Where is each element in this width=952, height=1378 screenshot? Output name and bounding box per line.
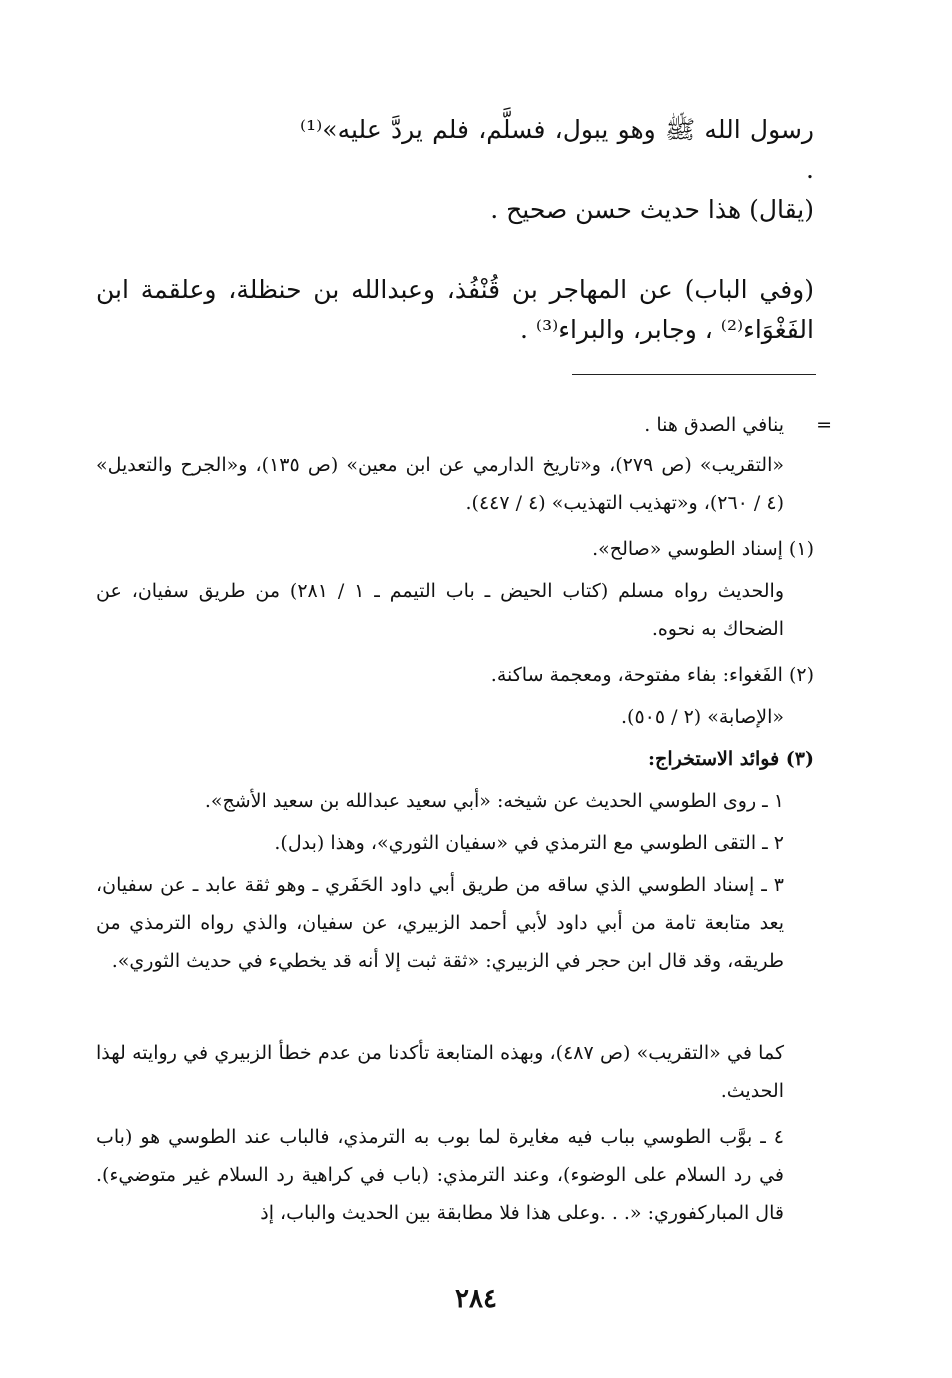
main-text-line-1: رسول الله ﷺ وهو يبول، فسلَّم، فلم يردَّ عليه»⁽¹⁾ .: [300, 115, 814, 184]
footnote-1-title: (١) إسناد الطوسي «صالح».: [592, 538, 814, 560]
footnote-3-point-3-continued: كما في «التقريب» (ص ٤٨٧)، وبهذه المتابعة تأكدنا من عدم خطأ الزبيري في روايته لهذا الحديث.: [96, 1042, 785, 1102]
continuation-mark: =: [816, 414, 832, 436]
footnote-3-title: (٣) فوائد الاستخراج:: [648, 748, 814, 770]
main-text-line-2: (يقال) هذا حديث حسن صحيح .: [490, 195, 814, 224]
footnote-3-point-2: ٢ ـ التقى الطوسي مع الترمذي في «سفيان الثوري»، وهذا (بدل).: [274, 832, 784, 854]
footnote-2-title: (٢) الفَغواء: بفاء مفتوحة، ومعجمة ساكنة.: [490, 664, 814, 686]
footnote-continuation-line: ينافي الصدق هنا .: [644, 414, 784, 436]
footnote-3-point-3: ٣ ـ إسناد الطوسي الذي ساقه من طريق أبي داود الحَفَري ـ وهو ثقة عابد ـ عن سفيان، يعد متابعة تامة من أبي داود لأبي أحمد الزبيري، عن سفيان، والذي رواه الترمذي من طريقه، وقد قال ابن حجر في الزبيري: «ثقة ثبت إلا أنه قد يخطيء في حديث الثوري».: [96, 874, 784, 972]
footnote-divider: [572, 374, 816, 375]
footnote-3-point-1: ١ ـ روى الطوسي الحديث عن شيخه: «أبي سعيد عبدالله بن سعيد الأشج».: [204, 790, 784, 812]
footnote-1-text: والحديث رواه مسلم (كتاب الحيض ـ باب التيمم ـ ١ / ٢٨١) من طريق سفيان، عن الضحاك به نحوه.: [96, 580, 784, 640]
footnote-continuation-refs: «التقريب» (ص ٢٧٩)، و«تاريخ الدارمي عن ابن معين» (ص ١٣٥)، و«الجرح والتعديل» (٤ / ٢٦٠)، و«تهذيب التهذيب» (٤ / ٤٤٧).: [96, 454, 784, 514]
footnote-2-ref: «الإصابة» (٢ / ٥٠٥).: [621, 706, 784, 728]
main-text-paragraph: (وفي الباب) عن المهاجر بن قُنْفُذ، وعبدالله بن حنظلة، وعلقمة ابن الفَغْوَاء⁽²⁾ ، وجابر، والبراء⁽³⁾ .: [96, 275, 814, 344]
footnote-3-point-4: ٤ ـ بوَّب الطوسي بباب فيه مغايرة لما بوب به الترمذي، فالباب عند الطوسي هو (باب في رد السلام على الوضوء)، وعند الترمذي: (باب في كراهية رد السلام غير متوضيء). قال المباركفوري: «. . .وعلى هذا فلا مطابقة بين الحديث والباب، إذ: [96, 1126, 784, 1224]
page-number: ٢٨٤: [455, 1284, 497, 1314]
